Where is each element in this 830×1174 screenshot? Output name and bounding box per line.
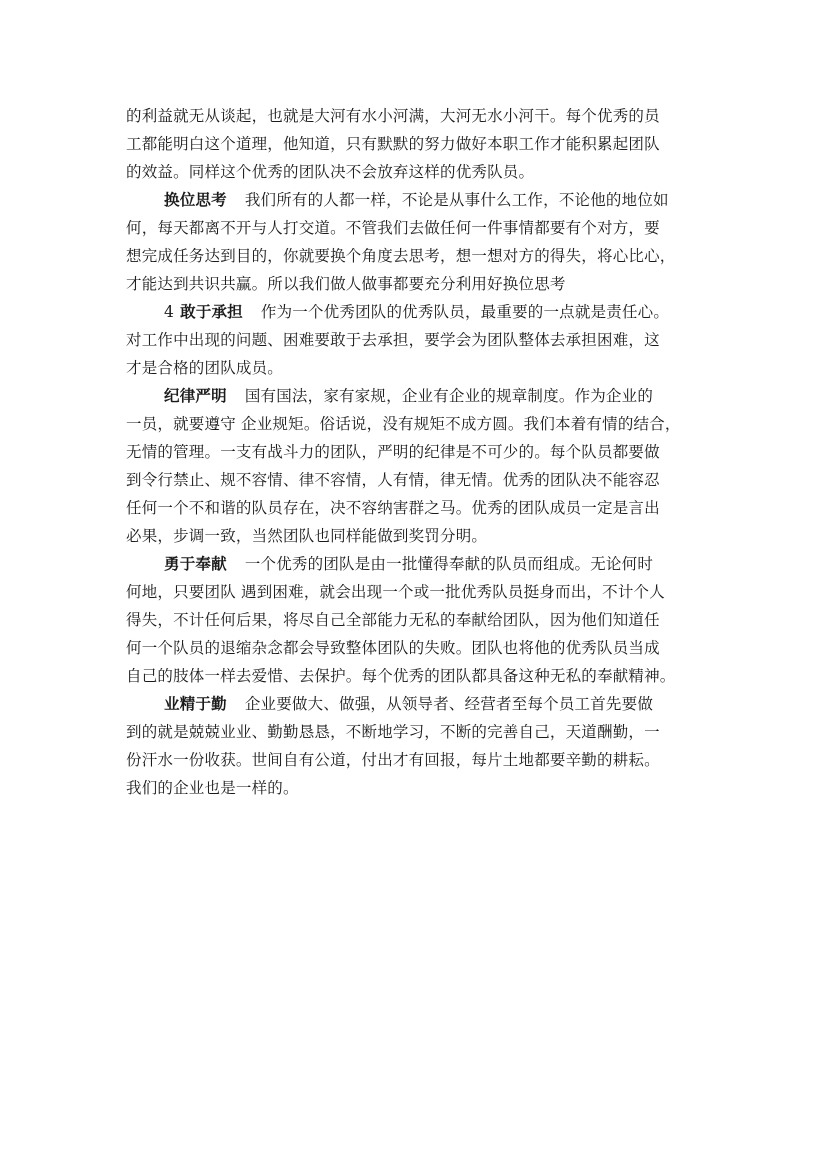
- paragraph-first-line: [126, 550, 726, 578]
- paragraph-line: 我们的企业也是一样的。: [126, 779, 299, 797]
- paragraph-text: 一个优秀的团队是由一批懂得奉献的队员而组成。无论何时: [244, 555, 654, 573]
- paragraph-line: 一员，就要遵守 企业规矩。俗话说，没有规矩不成方圆。我们本着有情的结合，: [126, 415, 681, 433]
- paragraph-line: 必果，步调一致，当然团队也同样能做到奖罚分明。: [126, 527, 488, 545]
- paragraph-line: 何，每天都离不开与人打交道。不管我们去做任何一件事情都要有个对方，要: [126, 219, 660, 237]
- section-heading: 纪律严明: [164, 387, 227, 405]
- paragraph-line: 何地，只要团队 遇到困难，就会出现一个或一批优秀队员挺身而出，不计个人: [126, 583, 665, 601]
- paragraph-first-line: [126, 186, 726, 214]
- paragraph-line: 任何一个不和谐的队员存在，决不容纳害群之马。优秀的团队成员一定是言出: [126, 499, 660, 517]
- paragraph-line: 份汗水一份收获。世间自有公道，付出才有回报，每片土地都要辛勤的耕耘。: [126, 751, 660, 769]
- paragraph-first-line: [126, 298, 726, 326]
- paragraph-first-line: [126, 690, 726, 718]
- section-heading: 换位思考: [164, 191, 227, 209]
- paragraph-line: 到令行禁止、规不容情、律不容情，人有情，律无情。优秀的团队决不能容忍: [126, 471, 660, 489]
- paragraph-text: 作为一个优秀团队的优秀队员，最重要的一点就是责任心。: [260, 303, 670, 321]
- paragraph-line: 工都能明白这个道理，他知道，只有默默的努力做好本职工作才能积累起团队: [126, 135, 660, 153]
- section-number: 4: [164, 303, 175, 321]
- section-heading: 敢于承担: [180, 303, 243, 321]
- paragraph-line: 的效益。同样这个优秀的团队决不会放弃这样的优秀队员。: [126, 163, 535, 181]
- paragraph-line: 得失，不计任何后果，将尽自己全部能力无私的奉献给团队，因为他们知道任: [126, 611, 660, 629]
- paragraph-line: 的利益就无从谈起，也就是大河有水小河满，大河无水小河干。每个优秀的员: [126, 107, 660, 125]
- paragraph-first-line: [126, 382, 726, 410]
- paragraph-text: 企业要做大、做强，从领导者、经营者至每个员工首先要做: [244, 695, 654, 713]
- paragraph-text: 我们所有的人都一样，不论是从事什么工作，不论他的地位如: [244, 191, 669, 209]
- paragraph-line: 自己的肢体一样去爱惜、去保护。每个优秀的团队都具备这种无私的奉献精神。: [126, 667, 676, 685]
- paragraph-line: 到的就是兢兢业业、勤勤恳恳，不断地学习，不断的完善自己，天道酬勤，一: [126, 723, 660, 741]
- paragraph-line: 何一个队员的退缩杂念都会导致整体团队的失败。团队也将他的优秀队员当成: [126, 639, 660, 657]
- section-heading: 勇于奉献: [164, 555, 227, 573]
- paragraph-line: 才能达到共识共赢。所以我们做人做事都要充分利用好换位思考: [126, 275, 566, 293]
- paragraph-text: 国有国法，家有家规，企业有企业的规章制度。作为企业的: [244, 387, 654, 405]
- section-heading: 业精于勤: [164, 695, 227, 713]
- paragraph-line: 才是合格的团队成员。: [126, 359, 284, 377]
- body-text: [126, 102, 726, 802]
- paragraph-line: 对工作中出现的问题、困难要敢于去承担，要学会为团队整体去承担困难，这: [126, 331, 660, 349]
- paragraph-line: 想完成任务达到目的，你就要换个角度去思考，想一想对方的得失，将心比心，: [126, 247, 676, 265]
- paragraph-line: 无情的管理。一支有战斗力的团队，严明的纪律是不可少的。每个队员都要做: [126, 443, 660, 461]
